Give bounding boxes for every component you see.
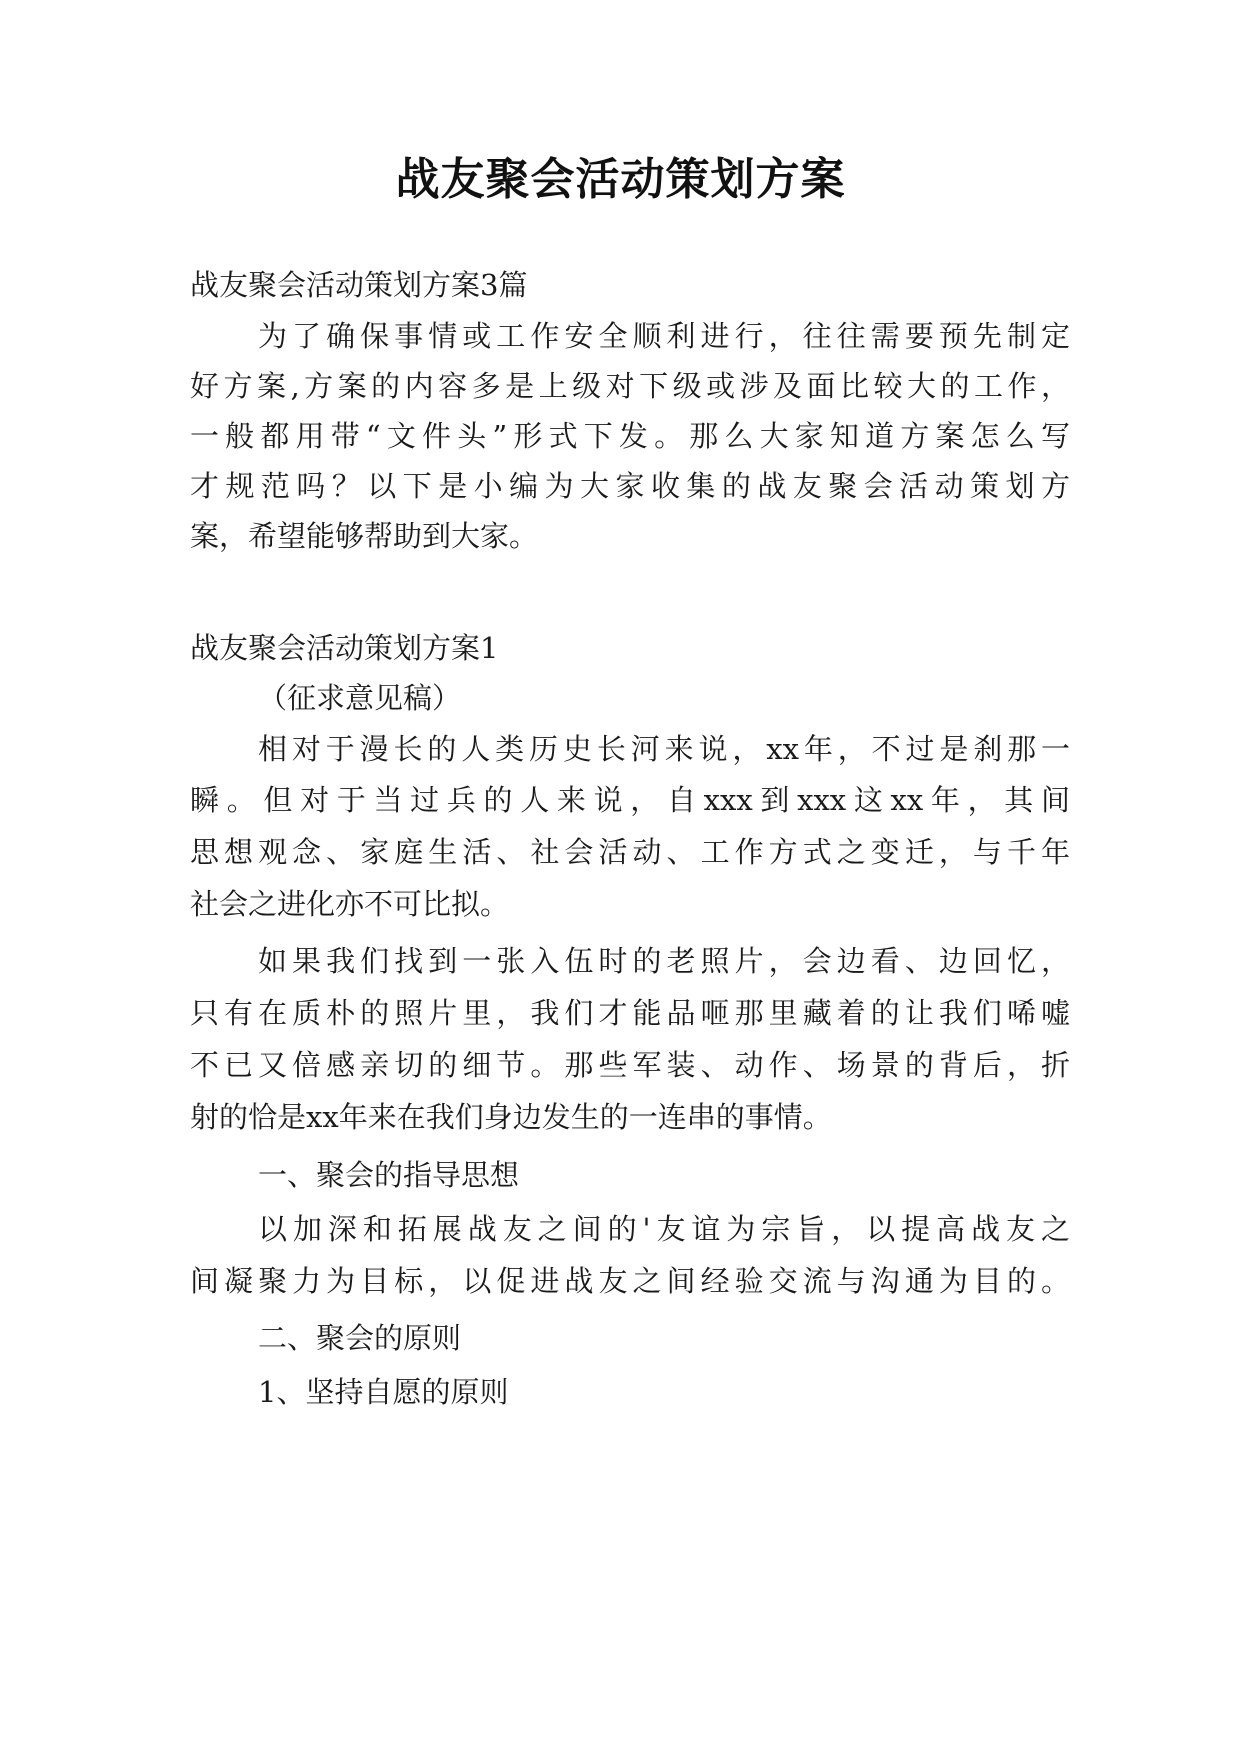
paragraph-line: 不已又倍感亲切的细节。那些军装、动作、场景的背后，折	[190, 1048, 1070, 1082]
subtitle: 战友聚会活动策划方案3篇	[190, 268, 528, 302]
paragraph-line: 社会之进化亦不可比拟。	[190, 887, 510, 921]
paragraph-line: 间凝聚力为目标，以促进战友之间经验交流与沟通为目的。	[190, 1264, 1070, 1298]
paragraph-line: 如果我们找到一张入伍时的老照片，会边看、边回忆，	[258, 944, 1070, 978]
document-title: 战友聚会活动策划方案	[395, 154, 846, 205]
intro-line: 案，希望能够帮助到大家。	[190, 519, 539, 553]
intro-line: 为了确保事情或工作安全顺利进行，往往需要预先制定	[258, 319, 1070, 353]
paragraph-line: 射的恰是xx年来在我们身边发生的一连串的事情。	[190, 1100, 832, 1134]
draft-note: （征求意见稿）	[258, 681, 462, 715]
paragraph-line: 瞬。但对于当过兵的人来说，自xxx到xxx这xx年，其间	[190, 783, 1070, 817]
intro-line: 一般都用带“文件头”形式下发。那么大家知道方案怎么写	[190, 419, 1070, 453]
paragraph-line: 以加深和拓展战友之间的'友谊为宗旨，以提高战友之	[258, 1212, 1070, 1246]
paragraph-line: 相对于漫长的人类历史长河来说，xx年，不过是刹那一	[258, 732, 1070, 766]
intro-line: 才规范吗？以下是小编为大家收集的战友聚会活动策划方	[190, 469, 1070, 503]
section-heading: 战友聚会活动策划方案1	[190, 631, 499, 665]
list-item: 1、坚持自愿的原则	[258, 1375, 509, 1409]
paragraph-line: 只有在质朴的照片里，我们才能品咂那里藏着的让我们唏嘘	[190, 996, 1070, 1030]
intro-line: 好方案,方案的内容多是上级对下级或涉及面比较大的工作，	[190, 369, 1070, 403]
section-subheading: 一、聚会的指导思想	[258, 1158, 520, 1192]
paragraph-line: 思想观念、家庭生活、社会活动、工作方式之变迁，与千年	[190, 835, 1070, 869]
section-subheading: 二、聚会的原则	[258, 1321, 462, 1355]
